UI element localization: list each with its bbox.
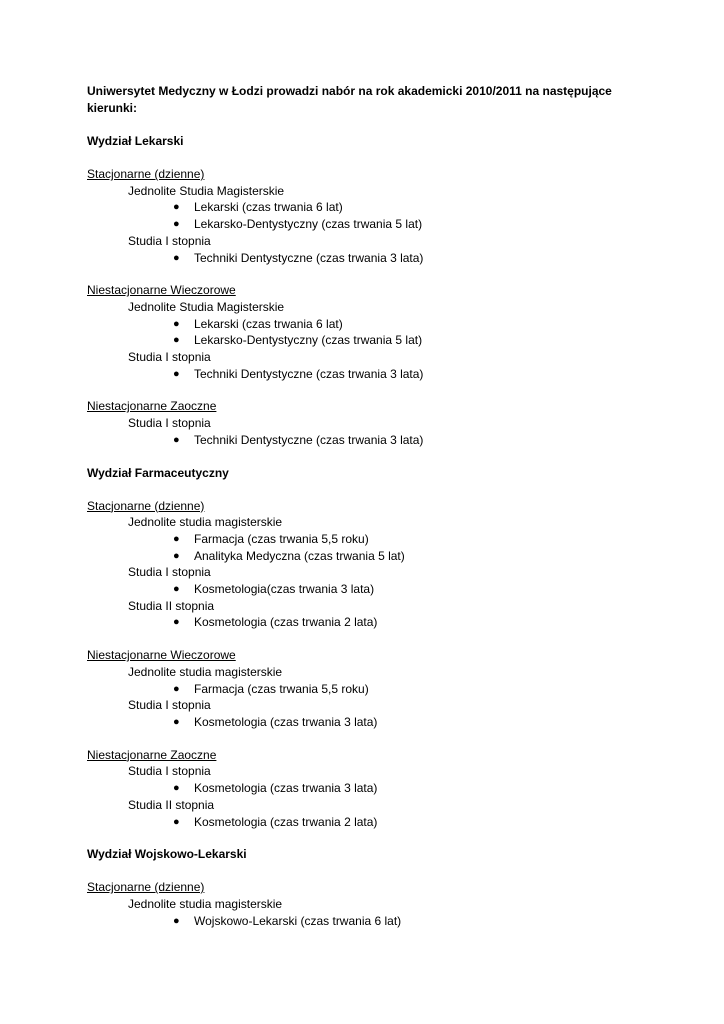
study-level-title: Jednolite studia magisterskie xyxy=(128,664,283,679)
study-mode-title: Stacjonarne (dzienne) xyxy=(87,498,205,513)
program-item xyxy=(87,332,627,349)
bullet-icon: ● xyxy=(173,433,180,446)
program-item xyxy=(87,780,627,797)
program-list xyxy=(87,199,627,232)
study-level-title: Studia I stopnia xyxy=(128,565,211,580)
bullet-icon: ● xyxy=(173,251,180,264)
program-label: Kosmetologia (czas trwania 2 lata) xyxy=(194,814,378,829)
study-level-title: Studia I stopnia xyxy=(128,698,211,713)
faculty-heading: Wydział Wojskowo-Lekarski xyxy=(87,847,247,862)
study-mode-title: Stacjonarne (dzienne) xyxy=(87,880,205,895)
program-label: Techniki Dentystyczne (czas trwania 3 lata) xyxy=(194,250,424,265)
faculty-list xyxy=(87,133,627,929)
bullet-icon: ● xyxy=(173,815,180,828)
program-item xyxy=(87,250,627,267)
bullet-icon: ● xyxy=(173,334,180,347)
intro-heading: Uniwersytet Medyczny w Łodzi prowadzi nabór na rok akademicki 2010/2011 na następujące kierunki: xyxy=(87,84,612,115)
program-label: Farmacja (czas trwania 5,5 roku) xyxy=(194,531,369,546)
faculty-heading: Wydział Lekarski xyxy=(87,134,184,148)
program-item xyxy=(87,199,627,216)
program-label: Farmacja (czas trwania 5,5 roku) xyxy=(194,681,369,696)
program-item xyxy=(87,531,627,548)
program-list xyxy=(87,913,627,930)
study-mode-section xyxy=(87,647,627,731)
program-label: Kosmetologia (czas trwania 3 lata) xyxy=(194,714,378,729)
bullet-icon: ● xyxy=(173,218,180,231)
study-mode-title: Niestacjonarne Zaoczne xyxy=(87,399,217,414)
program-item xyxy=(87,614,627,631)
bullet-icon: ● xyxy=(173,715,180,728)
program-item xyxy=(87,432,627,449)
study-level-title: Studia I stopnia xyxy=(128,764,211,779)
program-list xyxy=(87,531,627,564)
program-label: Techniki Dentystyczne (czas trwania 3 lata) xyxy=(194,366,424,381)
program-label: Kosmetologia(czas trwania 3 lata) xyxy=(194,582,375,597)
program-list xyxy=(87,814,627,831)
study-level-title: Studia I stopnia xyxy=(128,233,211,248)
study-mode-title: Niestacjonarne Zaoczne xyxy=(87,747,217,762)
bullet-icon: ● xyxy=(173,201,180,214)
program-list xyxy=(87,366,627,383)
study-mode-title: Niestacjonarne Wieczorowe xyxy=(87,648,236,663)
program-list xyxy=(87,250,627,267)
study-mode-section xyxy=(87,498,627,632)
program-list xyxy=(87,316,627,349)
program-item xyxy=(87,548,627,565)
program-list xyxy=(87,780,627,797)
program-label: Wojskowo-Lekarski (czas trwania 6 lat) xyxy=(194,913,402,928)
bullet-icon: ● xyxy=(173,682,180,695)
program-label: Analityka Medyczna (czas trwania 5 lat) xyxy=(194,548,405,563)
program-item xyxy=(87,681,627,698)
study-mode-title: Stacjonarne (dzienne) xyxy=(87,167,205,181)
study-level-title: Jednolite studia magisterskie xyxy=(128,515,283,530)
bullet-icon: ● xyxy=(173,914,180,927)
bullet-icon: ● xyxy=(173,782,180,795)
study-mode-section xyxy=(87,747,627,831)
study-level-title: Jednolite Studia Magisterskie xyxy=(128,183,285,198)
program-item xyxy=(87,316,627,333)
bullet-icon: ● xyxy=(173,549,180,562)
bullet-icon: ● xyxy=(173,583,180,596)
program-label: Lekarski (czas trwania 6 lat) xyxy=(194,200,343,215)
program-item xyxy=(87,216,627,233)
study-mode-section xyxy=(87,166,627,266)
program-list xyxy=(87,614,627,631)
study-level-title: Studia I stopnia xyxy=(128,416,211,431)
program-list xyxy=(87,581,627,598)
study-mode-section xyxy=(87,398,627,448)
program-label: Kosmetologia (czas trwania 3 lata) xyxy=(194,781,378,796)
faculty-heading: Wydział Farmaceutyczny xyxy=(87,465,229,480)
study-level-title: Studia I stopnia xyxy=(128,350,211,365)
program-label: Kosmetologia (czas trwania 2 lata) xyxy=(194,615,378,630)
study-level-title: Jednolite Studia Magisterskie xyxy=(128,299,285,314)
document xyxy=(87,83,627,945)
program-label: Lekarski (czas trwania 6 lat) xyxy=(194,316,343,331)
program-list xyxy=(87,681,627,698)
program-item xyxy=(87,814,627,831)
program-item xyxy=(87,714,627,731)
bullet-icon: ● xyxy=(173,317,180,330)
program-label: Lekarsko-Dentystyczny (czas trwania 5 lat) xyxy=(194,333,423,348)
study-level-title: Studia II stopnia xyxy=(128,598,215,613)
study-mode-section xyxy=(87,879,627,929)
study-mode-title: Niestacjonarne Wieczorowe xyxy=(87,283,236,298)
program-list xyxy=(87,432,627,449)
program-item xyxy=(87,366,627,383)
study-level-title: Jednolite studia magisterskie xyxy=(128,896,283,911)
study-level-title: Studia II stopnia xyxy=(128,797,215,812)
program-label: Lekarsko-Dentystyczny (czas trwania 5 lat) xyxy=(194,217,423,232)
program-item xyxy=(87,581,627,598)
study-mode-section xyxy=(87,282,627,382)
bullet-icon: ● xyxy=(173,616,180,629)
bullet-icon: ● xyxy=(173,367,180,380)
bullet-icon: ● xyxy=(173,532,180,545)
program-label: Techniki Dentystyczne (czas trwania 3 lata) xyxy=(194,432,424,447)
program-item xyxy=(87,913,627,930)
program-list xyxy=(87,714,627,731)
